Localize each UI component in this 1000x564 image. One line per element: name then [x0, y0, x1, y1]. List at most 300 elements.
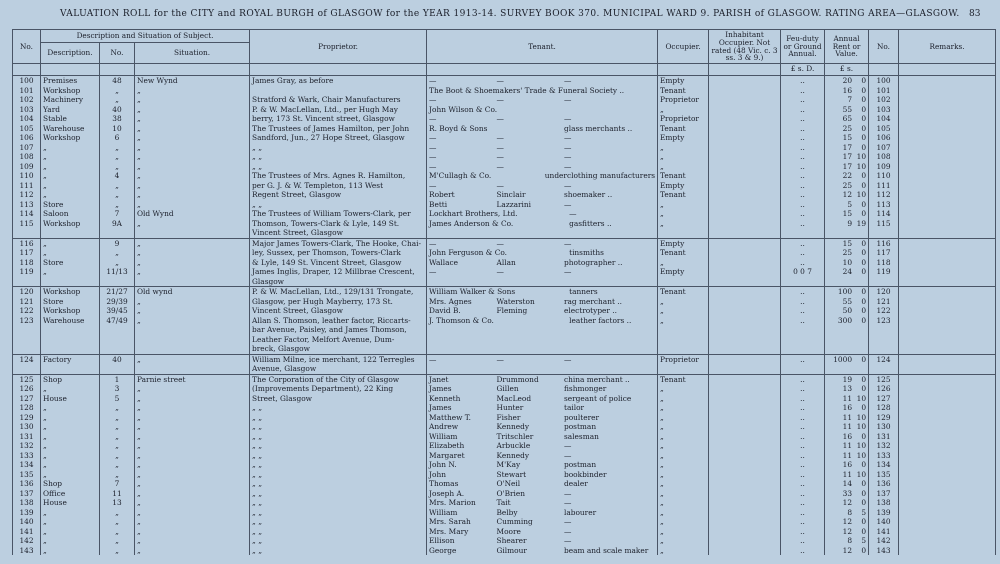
tenant-occupation: —	[563, 142, 572, 152]
row-proprietor: „ „	[250, 460, 427, 470]
row-description: „	[41, 384, 100, 394]
rent-shillings: 10	[856, 161, 867, 171]
rent-pounds: 16	[842, 85, 853, 95]
tenant-first: Elizabeth	[429, 441, 465, 450]
row-situation	[135, 228, 250, 238]
row-house-number: „	[100, 451, 135, 461]
row-house-number: 7	[100, 209, 135, 219]
row-occupier: „	[658, 413, 709, 423]
row-inhabitant	[709, 267, 781, 277]
row-number: 136	[13, 479, 41, 489]
row-annual-rent	[825, 498, 869, 508]
row-annual-rent	[825, 335, 869, 345]
row-annual-rent	[825, 489, 869, 499]
row-number-right: 113	[869, 200, 899, 210]
row-remarks	[899, 238, 996, 248]
rent-shillings: 0	[861, 238, 867, 248]
row-inhabitant	[709, 219, 781, 229]
row-number: 133	[13, 451, 41, 461]
row-situation	[135, 344, 250, 354]
row-tenant	[427, 517, 658, 527]
row-annual-rent	[825, 86, 869, 96]
row-remarks	[899, 384, 996, 394]
row-tenant	[427, 267, 658, 277]
rent-pounds: 1000	[833, 354, 853, 364]
tenant-occupation: postman	[563, 460, 597, 469]
row-feu-duty: ..	[781, 133, 825, 143]
tenant-surname: —	[496, 142, 504, 152]
row-feu-duty: ..	[781, 258, 825, 268]
row-number-right: 130	[869, 422, 899, 432]
tenant-first: William Walker & Sons	[429, 287, 516, 296]
row-number-right: 115	[869, 219, 899, 229]
tenant-occupation: —	[563, 76, 572, 85]
row-description: Workshop	[41, 86, 100, 96]
rent-shillings: 0	[861, 142, 867, 152]
table-row	[13, 316, 996, 326]
row-remarks	[899, 546, 996, 556]
row-situation: „	[135, 527, 250, 537]
row-inhabitant	[709, 325, 781, 335]
row-feu-duty: ..	[781, 181, 825, 191]
row-description: „	[41, 162, 100, 172]
row-annual-rent	[825, 316, 869, 326]
row-description: „	[41, 517, 100, 527]
row-number: 134	[13, 460, 41, 470]
tenant-surname: Moore	[496, 526, 521, 536]
row-number: 103	[13, 105, 41, 115]
tenant-occupation: —	[563, 161, 572, 171]
rent-shillings: 0	[861, 199, 867, 209]
row-situation: „	[135, 460, 250, 470]
row-remarks	[899, 114, 996, 124]
row-number: 114	[13, 209, 41, 219]
row-number-right: 112	[869, 190, 899, 200]
row-inhabitant	[709, 152, 781, 162]
tenant-first: —	[429, 133, 437, 142]
table-row	[13, 181, 996, 191]
tenant-surname: Tait	[496, 498, 511, 507]
row-description: Office	[41, 489, 100, 499]
tenant-first: M'Cullagh & Co.	[429, 171, 492, 180]
row-tenant	[427, 114, 658, 124]
row-house-number: 4	[100, 171, 135, 181]
row-occupier: Empty	[658, 181, 709, 191]
tenant-first: —	[429, 152, 437, 161]
row-number: 116	[13, 238, 41, 248]
rent-pounds: 24	[842, 267, 853, 276]
row-description: „	[41, 171, 100, 181]
rent-shillings: 10	[856, 412, 867, 422]
row-inhabitant	[709, 306, 781, 316]
row-house-number: 21/27	[100, 287, 135, 297]
row-feu-duty: ..	[781, 432, 825, 442]
page-number: 83	[969, 9, 981, 19]
table-row	[13, 228, 996, 238]
row-occupier: „	[658, 498, 709, 508]
rent-shillings: 0	[861, 133, 867, 142]
row-house-number: „	[100, 248, 135, 258]
tenant-occupation: —	[563, 238, 572, 248]
row-inhabitant	[709, 413, 781, 423]
tenant-first: William	[429, 507, 458, 517]
row-number: 139	[13, 508, 41, 518]
col-occupier: Occupier.	[658, 30, 709, 64]
row-annual-rent	[825, 162, 869, 172]
row-house-number: 5	[100, 394, 135, 404]
rent-pounds: 25	[842, 248, 853, 257]
row-inhabitant	[709, 460, 781, 470]
rent-shillings: 0	[861, 384, 867, 393]
row-description: Workshop	[41, 306, 100, 316]
table-row	[13, 190, 996, 200]
row-number-right: 102	[869, 95, 899, 105]
tenant-first: —	[429, 238, 437, 248]
tenant-surname: Gilmour	[496, 545, 527, 555]
row-tenant	[427, 394, 658, 404]
tenant-first: John	[429, 469, 446, 479]
tenant-first: Mrs. Sarah	[429, 517, 471, 526]
row-annual-rent	[825, 297, 869, 307]
row-occupier: Proprietor	[658, 354, 709, 364]
row-proprietor: „ „	[250, 143, 427, 153]
tenant-first: Mrs. Marion	[429, 498, 476, 507]
rent-shillings: 10	[856, 469, 867, 479]
tenant-first: John N.	[429, 460, 457, 469]
row-situation: „	[135, 508, 250, 518]
row-remarks	[899, 219, 996, 229]
tenant-surname: —	[496, 267, 504, 276]
row-house-number: 39/45	[100, 306, 135, 316]
tenant-first: —	[429, 180, 437, 190]
row-number-right: 124	[869, 354, 899, 364]
table-row	[13, 546, 996, 556]
row-situation: „	[135, 432, 250, 442]
row-tenant	[427, 277, 658, 287]
tenant-surname: Gillen	[496, 384, 519, 393]
rent-pounds: 16	[842, 403, 853, 412]
row-proprietor: & Lyle, 149 St. Vincent Street, Glasgow	[250, 258, 427, 268]
row-description: „	[41, 451, 100, 461]
row-proprietor: Sandford, Jun., 27 Hope Street, Glasgow	[250, 133, 427, 143]
row-tenant	[427, 413, 658, 423]
row-feu-duty	[781, 335, 825, 345]
row-situation: „	[135, 517, 250, 527]
row-occupier: „	[658, 297, 709, 307]
row-remarks	[899, 258, 996, 268]
row-occupier: „	[658, 209, 709, 219]
row-remarks	[899, 432, 996, 442]
row-inhabitant	[709, 190, 781, 200]
tenant-surname: Hunter	[496, 403, 524, 412]
row-number-right: 125	[869, 374, 899, 384]
row-number: 105	[13, 124, 41, 134]
row-occupier: „	[658, 508, 709, 518]
row-number: 128	[13, 403, 41, 413]
feu-units: £ s. D.	[781, 64, 825, 76]
tenant-surname: Drummond	[496, 374, 539, 384]
rent-pounds: 33	[842, 488, 853, 498]
row-occupier: Empty	[658, 238, 709, 248]
row-number-right: 127	[869, 394, 899, 404]
tenant-occupation: —	[563, 498, 572, 507]
row-situation: „	[135, 124, 250, 134]
row-number-right: 114	[869, 209, 899, 219]
row-proprietor: Allan S. Thomson, leather factor, Riccarts-	[250, 316, 427, 326]
row-tenant	[427, 364, 658, 374]
row-remarks	[899, 460, 996, 470]
row-annual-rent	[825, 394, 869, 404]
tenant-occupation: —	[563, 199, 572, 209]
row-annual-rent	[825, 546, 869, 556]
rent-shillings: 0	[861, 104, 867, 114]
row-proprietor: „ „	[250, 432, 427, 442]
rent-shillings: 0	[861, 180, 867, 190]
row-situation: „	[135, 133, 250, 143]
tenant-surname: Stewart	[496, 469, 527, 479]
col-remarks: Remarks.	[899, 30, 996, 64]
row-house-number: „	[100, 403, 135, 413]
row-description: Stable	[41, 114, 100, 124]
row-tenant	[427, 171, 658, 181]
tenant-occupation: —	[563, 441, 572, 450]
row-number-right: 120	[869, 287, 899, 297]
row-number-right: 128	[869, 403, 899, 413]
row-remarks	[899, 200, 996, 210]
row-occupier: Tenant	[658, 287, 709, 297]
row-number: 100	[13, 76, 41, 86]
row-number: 119	[13, 267, 41, 277]
row-occupier: „	[658, 384, 709, 394]
row-tenant	[427, 546, 658, 556]
row-number: 141	[13, 527, 41, 537]
row-situation: „	[135, 479, 250, 489]
row-annual-rent	[825, 209, 869, 219]
table-row	[13, 413, 996, 423]
row-tenant	[427, 190, 658, 200]
row-tenant	[427, 316, 658, 326]
row-proprietor: Glasgow, per Hugh Mayberry, 173 St.	[250, 297, 427, 307]
row-house-number: 38	[100, 114, 135, 124]
rent-shillings: 0	[861, 306, 867, 315]
row-description: „	[41, 248, 100, 258]
row-feu-duty: ..	[781, 508, 825, 518]
row-annual-rent	[825, 536, 869, 546]
table-row	[13, 219, 996, 229]
row-remarks	[899, 394, 996, 404]
row-inhabitant	[709, 489, 781, 499]
tenant-occupation: —	[563, 526, 572, 536]
row-remarks	[899, 508, 996, 518]
table-row	[13, 527, 996, 537]
rent-shillings: 0	[861, 517, 867, 526]
row-number-right: 136	[869, 479, 899, 489]
row-remarks	[899, 287, 996, 297]
row-annual-rent	[825, 277, 869, 287]
tenant-occupation: bookbinder	[563, 469, 607, 479]
row-remarks	[899, 105, 996, 115]
col-situation: Situation.	[135, 43, 250, 64]
row-number: 130	[13, 422, 41, 432]
row-description: „	[41, 536, 100, 546]
row-occupier: „	[658, 316, 709, 326]
rent-pounds: 65	[842, 114, 853, 123]
row-situation: „	[135, 152, 250, 162]
tenant-first: John Wilson & Co.	[429, 104, 498, 114]
row-house-number: „	[100, 432, 135, 442]
row-description: „	[41, 238, 100, 248]
rent-pounds: 12	[842, 545, 853, 555]
row-inhabitant	[709, 479, 781, 489]
rent-shillings: 0	[861, 526, 867, 536]
rent-shillings: 0	[861, 479, 867, 488]
tenant-occupation	[624, 86, 655, 96]
row-remarks	[899, 124, 996, 134]
tenant-surname: —	[496, 76, 504, 85]
table-row	[13, 171, 996, 181]
row-remarks	[899, 143, 996, 153]
row-number-right: 126	[869, 384, 899, 394]
row-description	[41, 228, 100, 238]
tenant-first: Wallace	[429, 257, 459, 267]
row-situation: „	[135, 95, 250, 105]
col-inhabitant: Inhabitant Occupier. Not rated (48 Vic. c. 3 ss. 3 & 9.)	[709, 30, 781, 64]
tenant-first: —	[429, 114, 437, 123]
row-tenant	[427, 508, 658, 518]
rent-pounds: 20	[842, 76, 853, 85]
row-feu-duty: ..	[781, 297, 825, 307]
row-remarks	[899, 441, 996, 451]
tenant-first: Mrs. Agnes	[429, 296, 472, 306]
rent-shillings: 0	[861, 85, 867, 95]
row-occupier	[658, 228, 709, 238]
row-feu-duty	[781, 364, 825, 374]
rent-pounds: 12	[842, 498, 853, 507]
row-proprietor: Major James Towers-Clark, The Hooke, Chai-	[250, 238, 427, 248]
tenant-surname	[497, 124, 564, 134]
table-row	[13, 209, 996, 219]
row-remarks	[899, 470, 996, 480]
row-proprietor: Vincent Street, Glasgow	[250, 306, 427, 316]
row-proprietor: breck, Glasgow	[250, 344, 427, 354]
row-description: Yard	[41, 105, 100, 115]
row-annual-rent	[825, 287, 869, 297]
row-description: Machinery	[41, 95, 100, 105]
row-occupier: Empty	[658, 267, 709, 277]
table-row	[13, 364, 996, 374]
table-row	[13, 517, 996, 527]
table-row	[13, 114, 996, 124]
row-remarks	[899, 422, 996, 432]
table-row	[13, 344, 996, 354]
row-situation: „	[135, 258, 250, 268]
row-annual-rent	[825, 200, 869, 210]
tenant-first: Thomas	[429, 479, 459, 488]
tenant-occupation: labourer	[563, 507, 597, 517]
row-inhabitant	[709, 364, 781, 374]
table-row	[13, 95, 996, 105]
col-proprietor: Proprietor.	[250, 30, 427, 64]
row-number-right: 117	[869, 248, 899, 258]
row-inhabitant	[709, 86, 781, 96]
row-description: House	[41, 498, 100, 508]
row-number: 107	[13, 143, 41, 153]
row-tenant	[427, 143, 658, 153]
rent-shillings: 0	[861, 95, 867, 104]
row-description: Premises	[41, 76, 100, 86]
row-house-number: „	[100, 181, 135, 191]
col-feu: Feu-duty or Ground Annual.	[781, 30, 825, 64]
row-proprietor: Leather Factor, Melfort Avenue, Dum-	[250, 335, 427, 345]
tenant-first: Mrs. Mary	[429, 526, 469, 536]
row-situation: Parnie street	[135, 374, 250, 384]
row-tenant	[427, 470, 658, 480]
row-proprietor: The Trustees of Mrs. Agnes R. Hamilton,	[250, 171, 427, 181]
row-feu-duty: ..	[781, 248, 825, 258]
rent-shillings: 10	[856, 190, 867, 199]
row-remarks	[899, 325, 996, 335]
rent-pounds: 300	[837, 315, 853, 325]
table-row	[13, 441, 996, 451]
row-number: 143	[13, 546, 41, 556]
row-description: Warehouse	[41, 316, 100, 326]
row-feu-duty: ..	[781, 219, 825, 229]
rent-units: £ s.	[825, 64, 869, 76]
row-proprietor: „ „	[250, 479, 427, 489]
rent-pounds: 11	[842, 450, 853, 460]
row-proprietor: The Trustees of James Hamilton, per John	[250, 124, 427, 134]
tenant-first: John Ferguson & Co.	[429, 248, 508, 257]
row-situation: „	[135, 498, 250, 508]
tenant-occupation: dealer	[563, 479, 588, 488]
row-annual-rent	[825, 114, 869, 124]
row-inhabitant	[709, 162, 781, 172]
rent-shillings: 10	[856, 393, 867, 403]
row-occupier: Tenant	[658, 86, 709, 96]
row-occupier: „	[658, 460, 709, 470]
tenant-occupation: beam and scale maker	[563, 545, 649, 555]
tenant-surname: —	[496, 133, 504, 142]
row-situation: „	[135, 200, 250, 210]
row-remarks	[899, 277, 996, 287]
row-number: 120	[13, 287, 41, 297]
row-number-right: 109	[869, 162, 899, 172]
row-situation: „	[135, 441, 250, 451]
rent-pounds: 17	[842, 152, 853, 161]
row-situation: „	[135, 267, 250, 277]
row-house-number	[100, 364, 135, 374]
tenant-first: Margaret	[429, 450, 465, 460]
row-proprietor: „ „	[250, 536, 427, 546]
row-number-right	[869, 344, 899, 354]
row-tenant	[427, 335, 658, 345]
col-tenant: Tenant.	[427, 30, 658, 64]
row-remarks	[899, 162, 996, 172]
row-tenant	[427, 219, 658, 229]
row-remarks	[899, 374, 996, 384]
row-annual-rent	[825, 479, 869, 489]
col-description: Description.	[41, 43, 100, 64]
row-occupier: Empty	[658, 76, 709, 86]
tenant-surname: —	[496, 180, 504, 190]
rent-pounds: 8	[847, 536, 853, 545]
row-number: 140	[13, 517, 41, 527]
row-number	[13, 335, 41, 345]
row-occupier: Empty	[658, 133, 709, 143]
row-inhabitant	[709, 105, 781, 115]
rent-shillings: 0	[861, 498, 867, 507]
rent-pounds: 22	[842, 171, 853, 180]
